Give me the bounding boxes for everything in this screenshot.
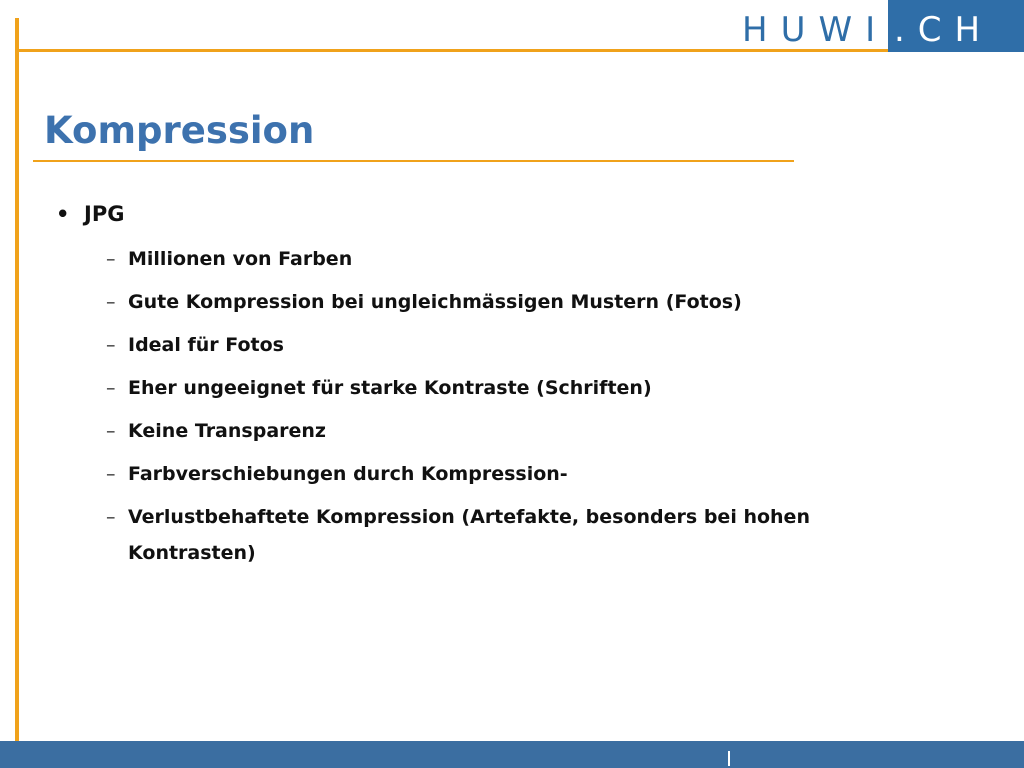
sub-bullet-label: Gute Kompression bei ungleichmässigen Mustern (Fotos) xyxy=(128,291,742,313)
dash-marker: – xyxy=(106,334,116,356)
sub-bullet xyxy=(106,456,826,492)
logo-text-right: .CH xyxy=(894,10,994,50)
sub-bullet xyxy=(106,499,826,571)
sub-bullet xyxy=(106,284,826,320)
sub-bullet-label: Ideal für Fotos xyxy=(128,334,284,356)
footer-bar xyxy=(0,741,1024,768)
logo-text-left: HUWI xyxy=(742,10,889,50)
dash-marker: – xyxy=(106,291,116,313)
dash-marker: – xyxy=(106,463,116,485)
sub-bullet-label: Verlustbehaftete Kompression (Artefakte, besonders bei hohen Kontrasten) xyxy=(128,506,810,564)
bullet-marker: • xyxy=(56,202,70,226)
dash-marker: – xyxy=(106,420,116,442)
bullet-label: JPG xyxy=(84,202,125,226)
sub-bullet xyxy=(106,370,826,406)
sub-bullet-label: Farbverschiebungen durch Kompression- xyxy=(128,463,568,485)
sub-bullet-label: Eher ungeeignet für starke Kontraste (Schriften) xyxy=(128,377,652,399)
sub-bullet xyxy=(106,241,826,277)
dash-marker: – xyxy=(106,506,116,528)
slide-title: Kompression xyxy=(44,109,315,152)
sub-bullet xyxy=(106,327,826,363)
bullet-jpg xyxy=(56,199,124,229)
dash-marker: – xyxy=(106,248,116,270)
footer-divider xyxy=(728,751,730,766)
dash-marker: – xyxy=(106,377,116,399)
sub-bullet xyxy=(106,413,826,449)
sub-bullet-label: Millionen von Farben xyxy=(128,248,353,270)
sub-bullet-label: Keine Transparenz xyxy=(128,420,326,442)
